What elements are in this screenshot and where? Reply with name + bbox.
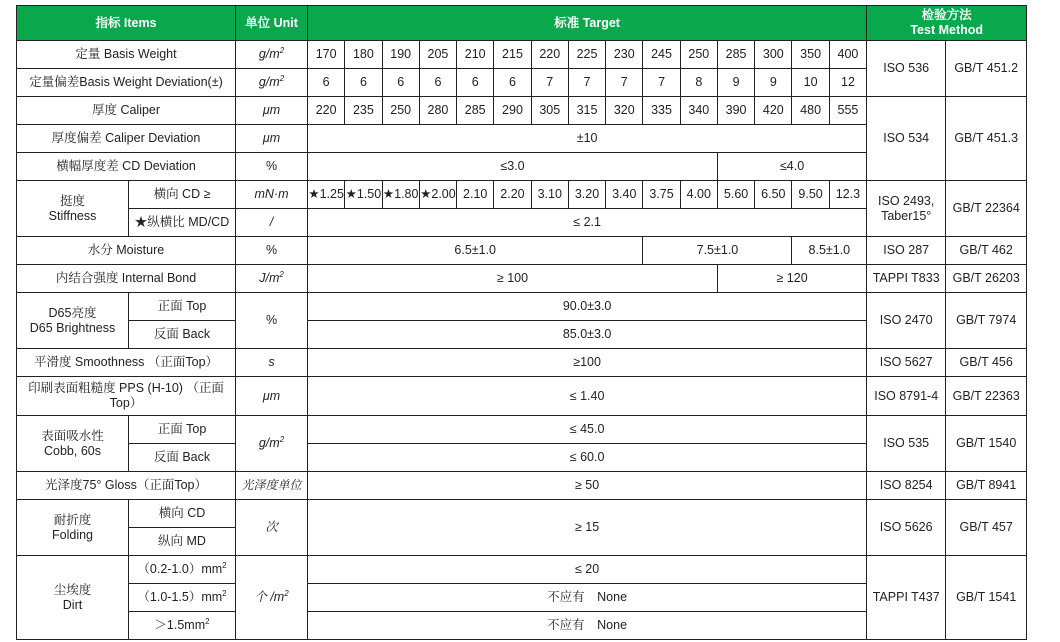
value-cell: 4.00: [680, 181, 717, 209]
value: ≤3.0: [308, 153, 718, 181]
unit: $g/m^2$: [236, 416, 308, 472]
value-cell: 215: [494, 41, 531, 69]
value-cell: 400: [829, 41, 866, 69]
value: 不应有 None: [308, 584, 867, 612]
value-cell: 480: [792, 97, 829, 125]
unit: 个 $/m^2$: [236, 556, 308, 640]
value-cell: 305: [531, 97, 568, 125]
header-items: 指标 Items: [17, 6, 236, 41]
value-cell: 280: [419, 97, 456, 125]
value-cell: 180: [345, 41, 382, 69]
method-iso: ISO 287: [867, 237, 946, 265]
value-cell: 9: [755, 69, 792, 97]
value-cell: 320: [606, 97, 643, 125]
method-iso: ISO 536: [867, 41, 946, 97]
value: ±10: [308, 125, 867, 153]
method-iso: ISO 8791-4: [867, 377, 946, 416]
method-gb: GB/T 451.3: [946, 97, 1027, 181]
unit: 光泽度单位: [236, 472, 308, 500]
row-cobb-top: [17, 416, 1027, 444]
method-gb: GB/T 1540: [946, 416, 1027, 472]
value-cell: 3.10: [531, 181, 568, 209]
value: ≥ 15: [308, 500, 867, 556]
value-cell: 7: [606, 69, 643, 97]
value-cell: 225: [568, 41, 605, 69]
value: ≤ 20: [308, 556, 867, 584]
value-cell: 2.10: [457, 181, 494, 209]
sublabel: 正面 Top: [129, 293, 236, 321]
method-gb: GB/T 22364: [946, 181, 1027, 237]
label: 印刷表面粗糙度 PPS (H-10) （正面Top）: [17, 377, 236, 416]
value-cell: ★2.00: [419, 181, 456, 209]
label: 内结合强度 Internal Bond: [17, 265, 236, 293]
unit: /: [236, 209, 308, 237]
unit: $J/m^2$: [236, 265, 308, 293]
brightness-label: D65亮度 D65 Brightness: [17, 293, 129, 349]
value: ≥ 120: [717, 265, 866, 293]
row-pps: [17, 377, 1027, 416]
specification-table: [16, 5, 1027, 640]
value-cell: 7: [531, 69, 568, 97]
method-iso: ISO 535: [867, 416, 946, 472]
value: ≤ 2.1: [308, 209, 867, 237]
value-cell: 10: [792, 69, 829, 97]
unit: s: [236, 349, 308, 377]
row-gloss: [17, 472, 1027, 500]
value-cell: 340: [680, 97, 717, 125]
method-cn: 检验方法: [921, 8, 972, 22]
value-cell: ★1.50: [345, 181, 382, 209]
method-iso: ISO 8254: [867, 472, 946, 500]
value-cell: 210: [457, 41, 494, 69]
method-gb: GB/T 1541: [946, 556, 1027, 640]
label: 厚度偏差 Caliper Deviation: [17, 125, 236, 153]
value-cell: 245: [643, 41, 680, 69]
value: 90.0±3.0: [308, 293, 867, 321]
value: 7.5±1.0: [643, 237, 792, 265]
value-cell: 300: [755, 41, 792, 69]
value-cell: 390: [717, 97, 754, 125]
stiffness-label: 挺度 Stiffness: [17, 181, 129, 237]
method-gb: GB/T 462: [946, 237, 1027, 265]
method-iso: ISO 2470: [867, 293, 946, 349]
sublabel: $(0.2-1.0)mm^2$: [129, 556, 236, 584]
row-moisture: [17, 237, 1027, 265]
label: 水分 Moisture: [17, 237, 236, 265]
method-iso: ISO 534: [867, 97, 946, 181]
value-cell: 315: [568, 97, 605, 125]
unit: $g/m^2$: [236, 41, 308, 69]
label: 厚度 Caliper: [17, 97, 236, 125]
method-gb: GB/T 22363: [946, 377, 1027, 416]
value-cell: 230: [606, 41, 643, 69]
value-cell: 6: [457, 69, 494, 97]
row-folding-cd: [17, 500, 1027, 528]
value-cell: 350: [792, 41, 829, 69]
value-cell: 285: [457, 97, 494, 125]
value-cell: 220: [531, 41, 568, 69]
value-cell: 235: [345, 97, 382, 125]
label: 定量 Basis Weight: [17, 41, 236, 69]
value-cell: 335: [643, 97, 680, 125]
unit: %: [236, 153, 308, 181]
folding-label: 耐折度 Folding: [17, 500, 129, 556]
value-cell: 250: [680, 41, 717, 69]
method-gb: GB/T 7974: [946, 293, 1027, 349]
value: ≤ 45.0: [308, 416, 867, 444]
sublabel: $>1.5mm^2$: [129, 612, 236, 640]
method-gb: GB/T 456: [946, 349, 1027, 377]
header-row: [17, 6, 1027, 41]
row-brightness-top: [17, 293, 1027, 321]
method-iso: ISO 5626: [867, 500, 946, 556]
method-gb: GB/T 457: [946, 500, 1027, 556]
unit: mN·m: [236, 181, 308, 209]
value: ≥ 100: [308, 265, 718, 293]
row-basis-weight: [17, 41, 1027, 69]
sublabel: $(1.0-1.5)mm^2$: [129, 584, 236, 612]
value-cell: 5.60: [717, 181, 754, 209]
value: 6.5±1.0: [308, 237, 643, 265]
value-cell: 6: [382, 69, 419, 97]
sublabel: 正面 Top: [129, 416, 236, 444]
value-cell: 7: [643, 69, 680, 97]
value-cell: 190: [382, 41, 419, 69]
sublabel: 横向 CD: [129, 500, 236, 528]
value: ≥100: [308, 349, 867, 377]
label: 横幅厚度差 CD Deviation: [17, 153, 236, 181]
value-cell: 6: [494, 69, 531, 97]
value-cell: ★1.80: [382, 181, 419, 209]
sublabel: 纵向 MD: [129, 528, 236, 556]
value-cell: 8: [680, 69, 717, 97]
value-cell: 205: [419, 41, 456, 69]
header-target: 标准 Target: [308, 6, 867, 41]
dirt-label: 尘埃度 Dirt: [17, 556, 129, 640]
method-iso: ISO 2493, Taber15°: [867, 181, 946, 237]
unit: μm: [236, 125, 308, 153]
sublabel: 反面 Back: [129, 321, 236, 349]
value-cell: 12: [829, 69, 866, 97]
value-cell: 3.75: [643, 181, 680, 209]
method-iso: TAPPI T437: [867, 556, 946, 640]
value-cell: 220: [308, 97, 345, 125]
value-cell: 290: [494, 97, 531, 125]
header-unit: 单位 Unit: [236, 6, 308, 41]
unit: μm: [236, 97, 308, 125]
row-smoothness: [17, 349, 1027, 377]
row-caliper: [17, 97, 1027, 125]
value-cell: 6: [345, 69, 382, 97]
method-iso: ISO 5627: [867, 349, 946, 377]
sublabel: 反面 Back: [129, 444, 236, 472]
value-cell: 3.40: [606, 181, 643, 209]
header-method: [867, 6, 1027, 41]
value-cell: 6: [308, 69, 345, 97]
cobb-label: 表面吸水性 Cobb, 60s: [17, 416, 129, 472]
method-gb: GB/T 26203: [946, 265, 1027, 293]
unit: $g/m^2$: [236, 69, 308, 97]
sublabel: 横向 CD ≥: [129, 181, 236, 209]
row-internal-bond: [17, 265, 1027, 293]
label: 平滑度 Smoothness （正面Top）: [17, 349, 236, 377]
unit: %: [236, 237, 308, 265]
label: 光泽度75° Gloss（正面Top）: [17, 472, 236, 500]
value-cell: 2.20: [494, 181, 531, 209]
method-iso: TAPPI T833: [867, 265, 946, 293]
row-stiffness-cd: [17, 181, 1027, 209]
label: 定量偏差Basis Weight Deviation(±): [17, 69, 236, 97]
value: ≥ 50: [308, 472, 867, 500]
value-cell: 9: [717, 69, 754, 97]
value: 85.0±3.0: [308, 321, 867, 349]
value-cell: 6.50: [755, 181, 792, 209]
unit: μm: [236, 377, 308, 416]
method-en: Test Method: [910, 23, 984, 37]
value-cell: 6: [419, 69, 456, 97]
value-cell: 250: [382, 97, 419, 125]
value: ≤ 1.40: [308, 377, 867, 416]
value-cell: 9.50: [792, 181, 829, 209]
sublabel: ★纵横比 MD/CD: [129, 209, 236, 237]
method-gb: GB/T 451.2: [946, 41, 1027, 97]
value-cell: 7: [568, 69, 605, 97]
unit: 次: [236, 500, 308, 556]
value: 不应有 None: [308, 612, 867, 640]
value: 8.5±1.0: [792, 237, 867, 265]
value-cell: 3.20: [568, 181, 605, 209]
value-cell: 170: [308, 41, 345, 69]
unit: %: [236, 293, 308, 349]
value-cell: 555: [829, 97, 866, 125]
method-gb: GB/T 8941: [946, 472, 1027, 500]
value-cell: 12.3: [829, 181, 866, 209]
value: ≤ 60.0: [308, 444, 867, 472]
value-cell: 420: [755, 97, 792, 125]
row-dirt-1: [17, 556, 1027, 584]
value: ≤4.0: [717, 153, 866, 181]
value-cell: ★1.25: [308, 181, 345, 209]
value-cell: 285: [717, 41, 754, 69]
